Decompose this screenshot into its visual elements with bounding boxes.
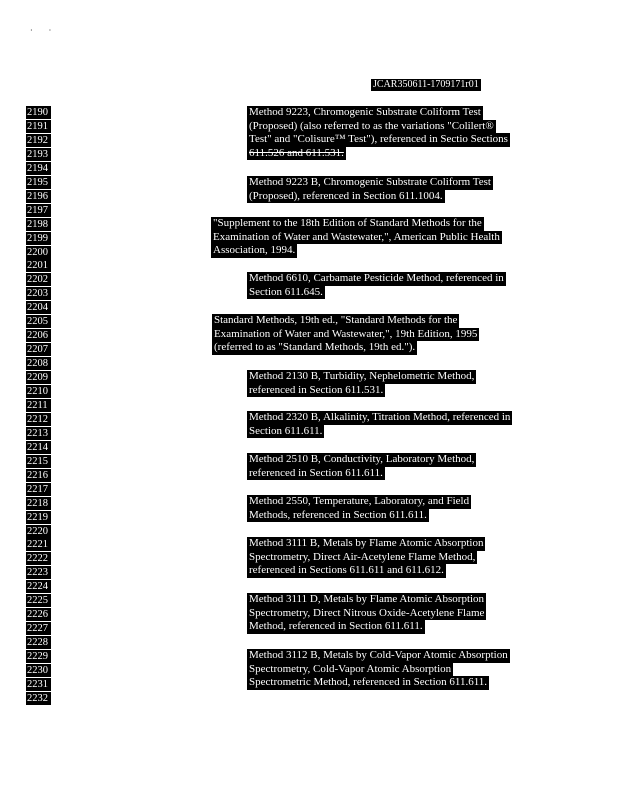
line-number: 2220	[26, 525, 51, 538]
line-number: 2217	[26, 483, 51, 496]
line-number: 2232	[26, 692, 51, 705]
line-number: 2198	[26, 218, 51, 231]
block-line: Section 611.645.	[249, 285, 323, 298]
line-number: 2195	[26, 176, 51, 189]
line-number: 2231	[26, 678, 51, 691]
line-number: 2229	[26, 650, 51, 663]
block-method-2320b	[247, 411, 512, 438]
block-supplement-18th	[211, 217, 502, 258]
line-number: 2206	[26, 329, 51, 342]
line-number: 2194	[26, 162, 51, 175]
line-number: 2193	[26, 148, 51, 161]
block-line: (referred to as "Standard Methods, 19th ed.").	[214, 341, 416, 354]
line-number: 2219	[26, 511, 51, 524]
line-number: 2230	[26, 664, 51, 677]
block-line: referenced in Section 611.531.	[249, 383, 384, 396]
block-line: Method 9223, Chromogenic Substrate Coliform Test	[249, 106, 481, 118]
block-method-2130b	[247, 370, 476, 397]
line-number: 2223	[26, 566, 51, 579]
block-method-2550	[247, 495, 471, 522]
line-number: 2228	[26, 636, 51, 649]
document-id-header: JCAR350611-1709171r01	[373, 79, 479, 90]
line-number: 2205	[26, 315, 51, 328]
line-number: 2216	[26, 469, 51, 482]
line-number: 2213	[26, 427, 51, 440]
block-line: Method 3111 B, Metals by Flame Atomic Absorption	[249, 537, 484, 549]
line-number: 2224	[26, 580, 51, 593]
block-line: Spectrometry, Cold-Vapor Atomic Absorption	[249, 662, 452, 675]
line-number: 2225	[26, 594, 51, 607]
block-line: Methods, referenced in Section 611.611.	[249, 508, 427, 521]
block-line: referenced in Section 611.611.	[249, 466, 383, 479]
line-number: 2221	[26, 538, 51, 551]
line-number: 2204	[26, 301, 51, 314]
line-number: 2227	[26, 622, 51, 635]
block-line: Spectrometric Method, referenced in Section 611.611.	[249, 676, 488, 689]
block-line: Method 3111 D, Metals by Flame Atomic Absorption	[249, 593, 485, 605]
line-number: 2210	[26, 385, 51, 398]
block-line: "Supplement to the 18th Edition of Standard Methods for the	[213, 217, 482, 229]
scan-specks: · ·	[30, 26, 52, 35]
block-line: Test" and "Colisure™ Test"), referenced in Sectio Sections	[249, 133, 508, 146]
line-number: 2208	[26, 357, 51, 370]
block-method-3112b	[247, 649, 510, 690]
block-line: Method 6610, Carbamate Pesticide Method, referenced in	[249, 272, 504, 284]
block-method-3111b	[247, 537, 485, 578]
block-line: Section 611.611.	[249, 424, 323, 437]
line-number: 2191	[26, 120, 51, 133]
line-number: 2192	[26, 134, 51, 147]
block-line: (Proposed), referenced in Section 611.1004.	[249, 189, 443, 202]
block-line: Examination of Water and Wastewater,", 19th Edition, 1995	[214, 327, 478, 340]
block-method-6610	[247, 272, 506, 299]
block-line: Standard Methods, 19th ed., "Standard Methods for the	[214, 314, 458, 326]
line-number: 2203	[26, 287, 51, 300]
line-number: 2200	[26, 246, 51, 259]
block-line: Spectrometry, Direct Air-Acetylene Flame Method,	[249, 550, 476, 563]
block-line: Spectrometry, Direct Nitrous Oxide-Acetylene Flame	[249, 606, 485, 619]
block-line: referenced in Sections 611.611 and 611.612.	[249, 564, 444, 577]
block-line: Method 2510 B, Conductivity, Laboratory Method,	[249, 453, 475, 465]
block-line: 611.526 and 611.531.	[249, 146, 344, 159]
line-number: 2196	[26, 190, 51, 203]
block-line: Method 2130 B, Turbidity, Nephelometric Method,	[249, 370, 475, 382]
block-line: Method 9223 B, Chromogenic Substrate Coliform Test	[249, 176, 491, 188]
block-line: (Proposed) (also referred to as the variations "Colilert®	[249, 119, 494, 132]
block-line: Method 3112 B, Metals by Cold-Vapor Atomic Absorption	[249, 649, 508, 661]
line-number: 2202	[26, 273, 51, 286]
line-number: 2201	[26, 259, 51, 272]
line-number: 2214	[26, 441, 51, 454]
line-number: 2207	[26, 343, 51, 356]
block-method-9223	[247, 106, 510, 160]
line-number: 2199	[26, 232, 51, 245]
block-line: Method, referenced in Section 611.611.	[249, 620, 423, 633]
line-number: 2222	[26, 552, 51, 565]
block-line: Examination of Water and Wastewater,", American Public Health	[213, 230, 500, 243]
block-line: Method 2550, Temperature, Laboratory, and Field	[249, 495, 470, 507]
line-number: 2211	[26, 399, 51, 412]
line-number: 2226	[26, 608, 51, 621]
block-standard-methods-19th	[212, 314, 479, 355]
line-number: 2209	[26, 371, 51, 384]
block-method-9223b	[247, 176, 493, 203]
line-number: 2197	[26, 204, 51, 217]
block-method-2510b	[247, 453, 476, 480]
line-number: 2218	[26, 497, 51, 510]
line-number: 2215	[26, 455, 51, 468]
block-line: Association, 1994.	[213, 244, 296, 257]
block-line: Method 2320 B, Alkalinity, Titration Method, referenced in	[249, 411, 511, 423]
line-number: 2190	[26, 106, 51, 119]
line-number: 2212	[26, 413, 51, 426]
block-method-3111d	[247, 593, 486, 634]
